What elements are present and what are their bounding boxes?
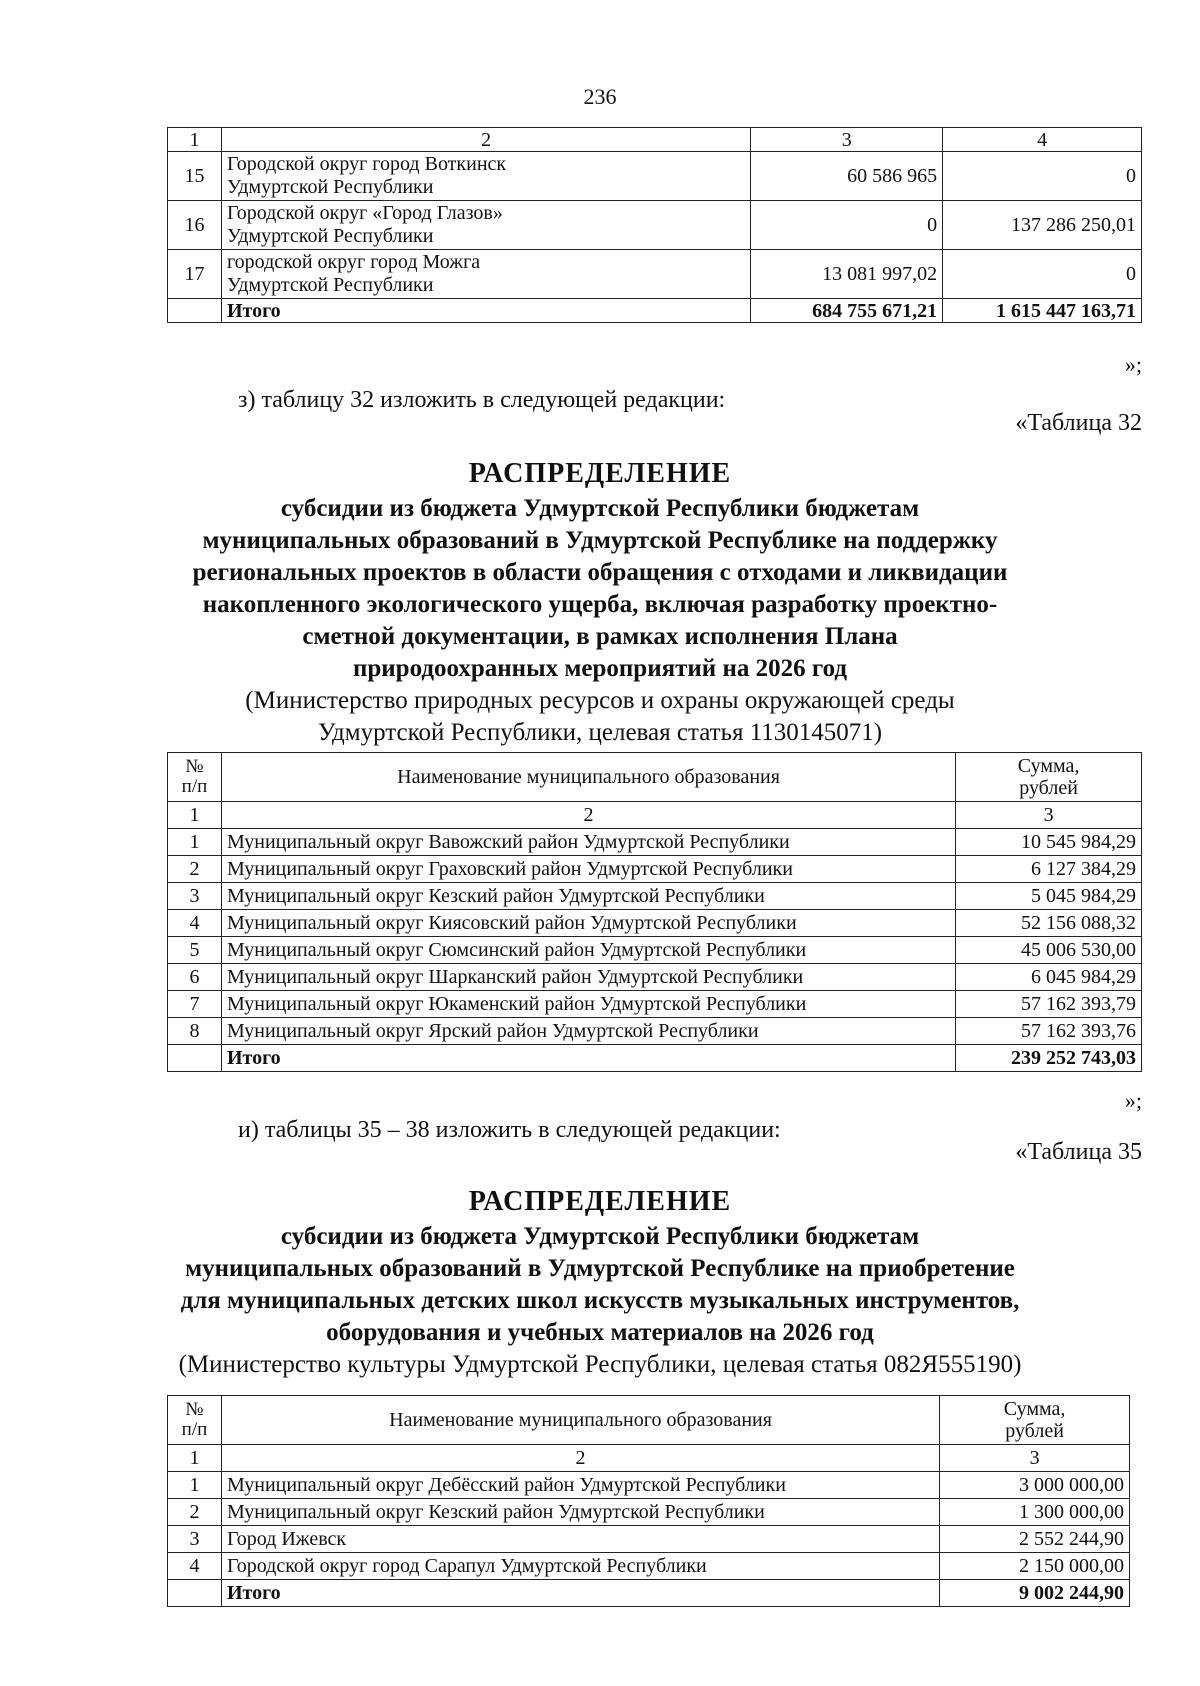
row-sum: 1 300 000,00 [940,1499,1130,1526]
table-row [168,1472,1130,1499]
header-name: Наименование муниципального образования [221,753,955,802]
total-row [168,1045,1142,1072]
row-number: 2 [168,856,222,883]
table-row [168,250,1142,299]
index-cell: 1 [168,802,222,829]
section-i-ministry [0,1349,1200,1381]
row-name [221,250,750,299]
header-number-symbol: № [185,1399,204,1420]
total-label: Итого [221,1580,939,1607]
header-sum-line: рублей [1019,777,1078,799]
row-name: Город Ижевск [221,1526,939,1553]
header-number-abbr: п/п [181,776,208,797]
row-name: Муниципальный округ Шарканский район Удмуртской Республики [221,964,955,991]
index-cell: 1 [168,1445,222,1472]
table-row [168,964,1142,991]
table-row [168,1526,1130,1553]
index-row [168,802,1142,829]
total-sum: 239 252 743,03 [956,1045,1142,1072]
empty-cell [168,1045,222,1072]
table-row [168,991,1142,1018]
section-i-heading-block [0,1185,1200,1381]
row-value: 60 586 965 [751,152,943,201]
total-row [168,1580,1130,1607]
row-number: 4 [168,1553,222,1580]
total-value: 1 615 447 163,71 [943,299,1142,323]
table-row [168,829,1142,856]
row-name-line: городской округ город Можга [226,251,481,273]
row-name: Муниципальный округ Киясовский район Удмуртской Республики [221,910,955,937]
ministry-line: (Министерство культуры Удмуртской Республики, целевая статья 082Я555190) [178,1351,1022,1378]
row-value: 13 081 997,02 [751,250,943,299]
table-header-row [168,128,1142,152]
subtitle-line: оборудования и учебных материалов на 2026 год [326,1319,874,1346]
table-row [168,1553,1130,1580]
row-number: 7 [168,991,222,1018]
subtitle-line: сметной документации, в рамках исполнения Плана [302,623,898,650]
header-number [168,1396,222,1445]
closing-quote: »; [1124,352,1142,377]
row-sum: 2 150 000,00 [940,1553,1130,1580]
row-number: 4 [168,910,222,937]
header-number [168,753,222,802]
row-name-line: Удмуртской Республики [226,176,434,198]
ministry-line: Удмуртской Республики, целевая статья 1130145071) [317,719,883,746]
table-32 [167,752,1142,1072]
section-z-subtitle [0,493,1200,685]
row-name-line: Городской округ город Воткинск [226,153,507,175]
row-name: Муниципальный округ Юкаменский район Удмуртской Республики [221,991,955,1018]
table-35 [167,1395,1130,1607]
row-number: 15 [168,152,222,201]
table-32-label: «Таблица 32 [1015,410,1142,436]
total-label: Итого [221,299,750,323]
row-name: Городской округ город Сарапул Удмуртской Республики [221,1553,939,1580]
row-sum: 10 545 984,29 [956,829,1142,856]
index-row [168,1445,1130,1472]
total-label: Итого [221,1045,955,1072]
header-sum-line: Сумма, [1003,1398,1066,1420]
subtitle-line: муниципальных образований в Удмуртской Республике на приобретение [185,1255,1015,1282]
header-number-symbol: № [185,756,204,777]
header-sum [956,753,1142,802]
table-row [168,1499,1130,1526]
table-header-row [168,753,1142,802]
row-number: 16 [168,201,222,250]
row-value: 0 [943,250,1142,299]
row-sum: 3 000 000,00 [940,1472,1130,1499]
row-number: 3 [168,883,222,910]
row-number: 3 [168,1526,222,1553]
total-row [168,299,1142,323]
subtitle-line: муниципальных образований в Удмуртской Республике на поддержку [202,527,998,554]
header-sum-line: Сумма, [1017,755,1080,777]
subtitle-line: региональных проектов в области обращения с отходами и ликвидации [192,559,1008,586]
row-sum: 2 552 244,90 [940,1526,1130,1553]
row-name: Муниципальный округ Вавожский район Удмуртской Республики [221,829,955,856]
closing-quote: »; [1124,1088,1142,1113]
table-row [168,883,1142,910]
row-name-line: Городской округ «Город Глазов» [226,202,503,224]
row-sum: 45 006 530,00 [956,937,1142,964]
table-35-label: «Таблица 35 [1015,1139,1142,1165]
row-sum: 6 045 984,29 [956,964,1142,991]
subtitle-line: для муниципальных детских школ искусств музыкальных инструментов, [180,1287,1020,1314]
table-header-row [168,1396,1130,1445]
subtitle-line: накопленного экологического ущерба, включая разработку проектно- [202,591,998,618]
section-i-subtitle [0,1221,1200,1349]
row-value: 0 [943,152,1142,201]
row-sum: 57 162 393,76 [956,1018,1142,1045]
row-number: 17 [168,250,222,299]
row-value: 137 286 250,01 [943,201,1142,250]
row-name: Муниципальный округ Кезский район Удмуртской Республики [221,883,955,910]
header-sum [940,1396,1130,1445]
index-cell: 3 [956,802,1142,829]
row-name [221,201,750,250]
header-cell: 3 [751,128,943,152]
row-number: 1 [168,829,222,856]
row-name-line: Удмуртской Республики [226,225,434,247]
header-sum-line: рублей [1005,1420,1064,1442]
row-name: Муниципальный округ Ярский район Удмуртской Республики [221,1018,955,1045]
row-number: 6 [168,964,222,991]
header-cell: 2 [221,128,750,152]
header-cell: 1 [168,128,222,152]
row-value: 0 [751,201,943,250]
row-number: 5 [168,937,222,964]
total-value: 684 755 671,21 [751,299,943,323]
header-name: Наименование муниципального образования [221,1396,939,1445]
empty-cell [168,299,222,323]
row-name: Муниципальный округ Сюмсинский район Удмуртской Республики [221,937,955,964]
row-sum: 6 127 384,29 [956,856,1142,883]
row-number: 8 [168,1018,222,1045]
continued-table [167,127,1142,323]
subtitle-line: природоохранных мероприятий на 2026 год [352,655,848,682]
row-name-line: Удмуртской Республики [226,274,434,296]
table-row [168,910,1142,937]
page-number: 236 [583,84,617,109]
table-row [168,201,1142,250]
row-sum: 52 156 088,32 [956,910,1142,937]
section-z-heading-block [0,457,1200,749]
table-row [168,856,1142,883]
section-z-ministry [0,685,1200,749]
row-name: Муниципальный округ Дебёсский район Удмуртской Республики [221,1472,939,1499]
row-number: 2 [168,1499,222,1526]
table-row [168,152,1142,201]
header-number-abbr: п/п [181,1419,208,1440]
table-row [168,937,1142,964]
section-z-intro: з) таблицу 32 изложить в следующей редакции: [238,387,726,413]
empty-cell [168,1580,222,1607]
section-i-heading: РАСПРЕДЕЛЕНИЕ [468,1186,732,1217]
subtitle-line: субсидии из бюджета Удмуртской Республики бюджетам [280,1223,920,1250]
table-row [168,1018,1142,1045]
row-number: 1 [168,1472,222,1499]
header-cell: 4 [943,128,1142,152]
index-cell: 3 [940,1445,1130,1472]
row-sum: 57 162 393,79 [956,991,1142,1018]
section-z-heading: РАСПРЕДЕЛЕНИЕ [468,458,732,489]
row-sum: 5 045 984,29 [956,883,1142,910]
row-name: Муниципальный округ Кезский район Удмуртской Республики [221,1499,939,1526]
subtitle-line: субсидии из бюджета Удмуртской Республики бюджетам [280,495,920,522]
total-sum: 9 002 244,90 [940,1580,1130,1607]
index-cell: 2 [221,1445,939,1472]
index-cell: 2 [221,802,955,829]
ministry-line: (Министерство природных ресурсов и охраны окружающей среды [245,687,955,714]
section-i-intro: и) таблицы 35 – 38 изложить в следующей редакции: [238,1117,781,1143]
row-name: Муниципальный округ Граховский район Удмуртской Республики [221,856,955,883]
row-name [221,152,750,201]
